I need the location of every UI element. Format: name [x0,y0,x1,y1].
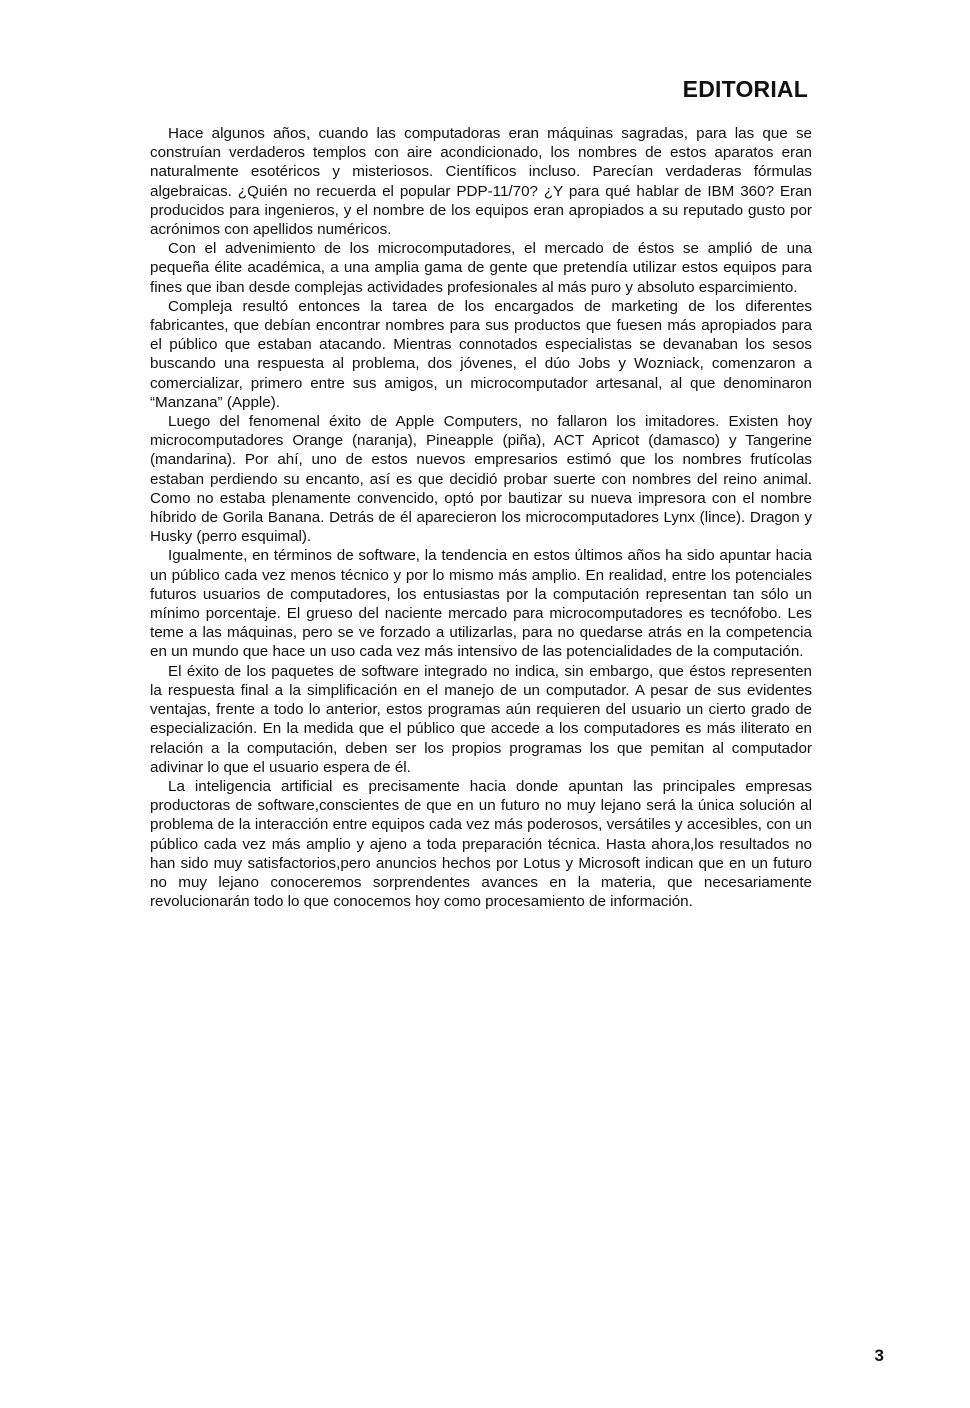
section-title: EDITORIAL [682,76,808,102]
paragraph-2: Con el advenimiento de los microcomputadores, el mercado de éstos se amplió de una pequeña élite académica, a una amplia gama de gente que pretendía utilizar estos equipos para fines que iban desde complejas actividades profesionales al más puro y absoluto esparcimiento. [150,240,812,296]
paragraph-7: La inteligencia artificial es precisamente hacia donde apuntan las principales empresas productoras de software,conscientes de que en un futuro no muy lejano será la única solución al problema de la interacción entre equipos cada vez más poderosos, versátiles y accesibles, con un público cada vez más amplio y ajeno a toda preparación técnica. Hasta ahora,los resultados no han sido muy satisfactorios,pero anuncios hechos por Lotus y Microsoft indican que en un futuro no muy lejano conoceremos sorprendentes avances en la materia, que necesariamente revolucionarán todo lo que conocemos hoy como procesamiento de información. [150,777,812,911]
paragraph-6: El éxito de los paquetes de software integrado no indica, sin embargo, que éstos representen la respuesta final a la simplificación en el manejo de un computador. A pesar de sus evidentes ventajas, frente a todo lo anterior, estos programas aún requieren del usuario un cierto grado de especialización. En la medida que el público que accede a los computadores es más iliterato en relación a la computación, deben ser los propios programas los que pemitan al computador adivinar lo que el usuario espera de él. [150,662,812,776]
editorial-body [150,124,812,911]
page-number: 3 [874,1346,884,1365]
paragraph-1: Hace algunos años, cuando las computadoras eran máquinas sagradas, para las que se construían verdaderos templos con aire acondicionado, los nombres de estos aparatos eran naturalmente esotéricos y misteriosos. Científicos incluso. Parecían verdaderas fórmulas algebraicas. ¿Quién no recuerda el popular PDP-11/70? ¿Y para qué hablar de IBM 360? Eran producidos para ingenieros, y el nombre de los equipos eran apropiados a su reputado gusto por acrónimos con apellidos numéricos. [150,125,812,239]
paragraph-4: Luego del fenomenal éxito de Apple Computers, no fallaron los imitadores. Existen hoy microcomputadores Orange (naranja), Pineapple (piña), ACT Apricot (damasco) y Tangerine (mandarina). Por ahí, uno de estos nuevos empresarios estimó que los nombres frutícolas estaban perdiendo su encanto, así es que decidió probar suerte con nombres del reino animal. Como no estaba plenamente convencido, optó por bautizar su nueva impresora con el nombre híbrido de Gorila Banana. Detrás de él aparecieron los microcomputadores Lynx (lince). Dragon y Husky (perro esquimal). [150,413,812,546]
paragraph-3: Compleja resultó entonces la tarea de los encargados de marketing de los diferentes fabricantes, que debían encontrar nombres para sus productos que fuesen más apropiados para el público que estaban atacando. Mientras connotados especialistas se devanaban los sesos buscando una respuesta al problema, dos jóvenes, el dúo Jobs y Wozniack, comenzaron a comercializar, primero entre sus amigos, un microcomputador artesanal, al que denominaron “Manzana” (Apple). [150,297,812,411]
paragraph-5: Igualmente, en términos de software, la tendencia en estos últimos años ha sido apuntar hacia un público cada vez menos técnico y por lo mismo más amplio. En realidad, entre los potenciales futuros usuarios de computadores, los entusiastas por la computación representan tan sólo un mínimo porcentaje. El grueso del naciente mercado para microcomputadores es tecnófobo. Les teme a las máquinas, pero se ve forzado a utilizarlas, para no quedarse atrás en la competencia en un mundo que hace un uso cada vez más intensivo de las potencialidades de la computación. [150,547,812,661]
